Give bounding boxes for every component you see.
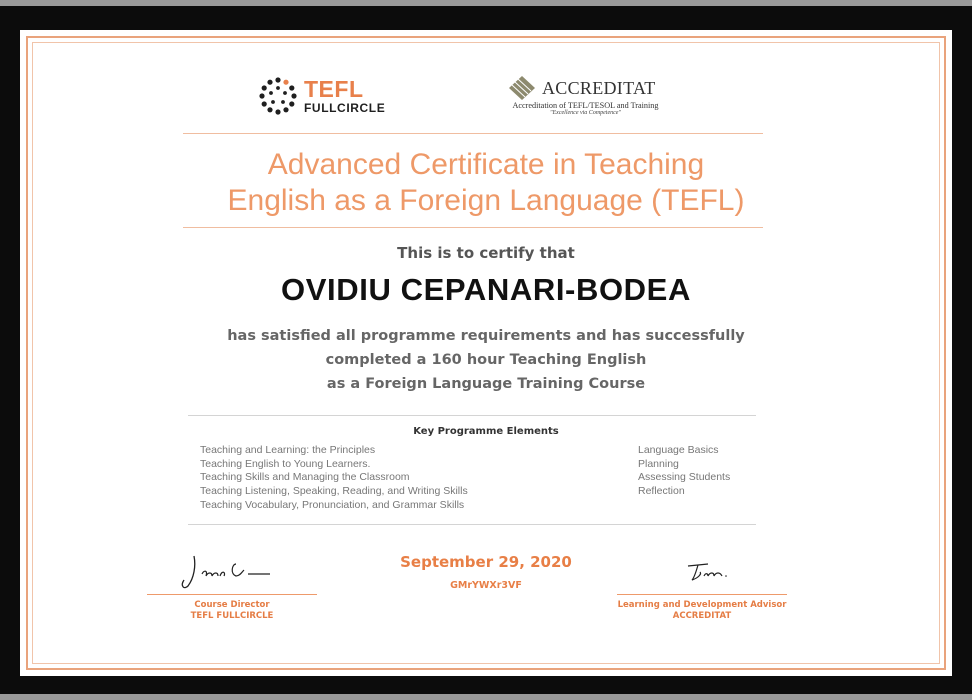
divider-key-bottom: [188, 524, 756, 525]
certificate-title-line: English as a Foreign Language (TEFL): [227, 184, 745, 217]
tefl-fullcircle-logo-icon: [258, 76, 298, 116]
statement-line: completed a 160 hour Teaching English: [325, 352, 647, 368]
key-element-item: Teaching Vocabulary, Pronunciation, and Grammar Skills: [200, 498, 465, 511]
key-element-item: Planning: [638, 457, 679, 470]
signature-right: [617, 550, 787, 622]
accreditat-logo: [498, 75, 673, 116]
signature-line: [147, 594, 317, 595]
key-element-item: Teaching English to Young Learners.: [200, 457, 371, 470]
signature-role: Course Director: [194, 600, 270, 610]
signature-org: ACCREDITAT: [672, 611, 732, 621]
signature-role: Learning and Development Advisor: [617, 600, 787, 610]
certify-text: This is to certify that: [397, 244, 575, 262]
key-element-item: Teaching and Learning: the Principles: [200, 444, 376, 456]
certificate-frame: [0, 6, 972, 694]
certificate-title: [140, 147, 832, 219]
key-element-item: Teaching Skills and Managing the Classroom: [200, 471, 410, 484]
key-element-item: Reflection: [638, 485, 685, 498]
issue-date: September 29, 2020: [400, 553, 572, 571]
tefl-fullcircle-logo: [258, 76, 385, 116]
certificate-code: GMrYWXr3VF: [450, 580, 522, 591]
divider-title: [183, 227, 763, 228]
recipient-name: OVIDIU CEPANARI-BODEA: [281, 272, 691, 307]
key-element-item: Language Basics: [638, 444, 719, 456]
key-elements-left-list: [200, 444, 468, 513]
signature-org: TEFL FULLCIRCLE: [190, 611, 274, 621]
tefl-logo-sub: FULLCIRCLE: [304, 101, 386, 115]
certificate-paper: [20, 30, 952, 676]
signature-icon: [642, 550, 762, 592]
accreditat-diamond-icon: [508, 75, 536, 101]
key-elements-right-list: [638, 444, 730, 499]
key-element-item: Assessing Students: [638, 471, 731, 484]
accreditat-logo-subtitle: Accreditation of TEFL/TESOL and Training: [512, 101, 659, 110]
key-element-item: Teaching Listening, Speaking, Reading, and Writing Skills: [200, 485, 468, 498]
divider-key-top: [188, 415, 756, 416]
statement-line: has satisfied all programme requirements and has successfully: [227, 328, 745, 344]
certificate-title-line: Advanced Certificate in Teaching: [267, 148, 705, 181]
signature-line: [617, 594, 787, 595]
accreditat-logo-name: ACCREDITAT: [542, 77, 656, 98]
accreditat-logo-motto: "Excellence via Competence": [549, 110, 621, 116]
divider-top: [183, 133, 763, 134]
tefl-logo-word: TEFL: [304, 76, 364, 102]
statement-line: as a Foreign Language Training Course: [326, 376, 646, 392]
key-elements-title: Key Programme Elements: [413, 426, 559, 437]
completion-statement: [20, 324, 952, 396]
